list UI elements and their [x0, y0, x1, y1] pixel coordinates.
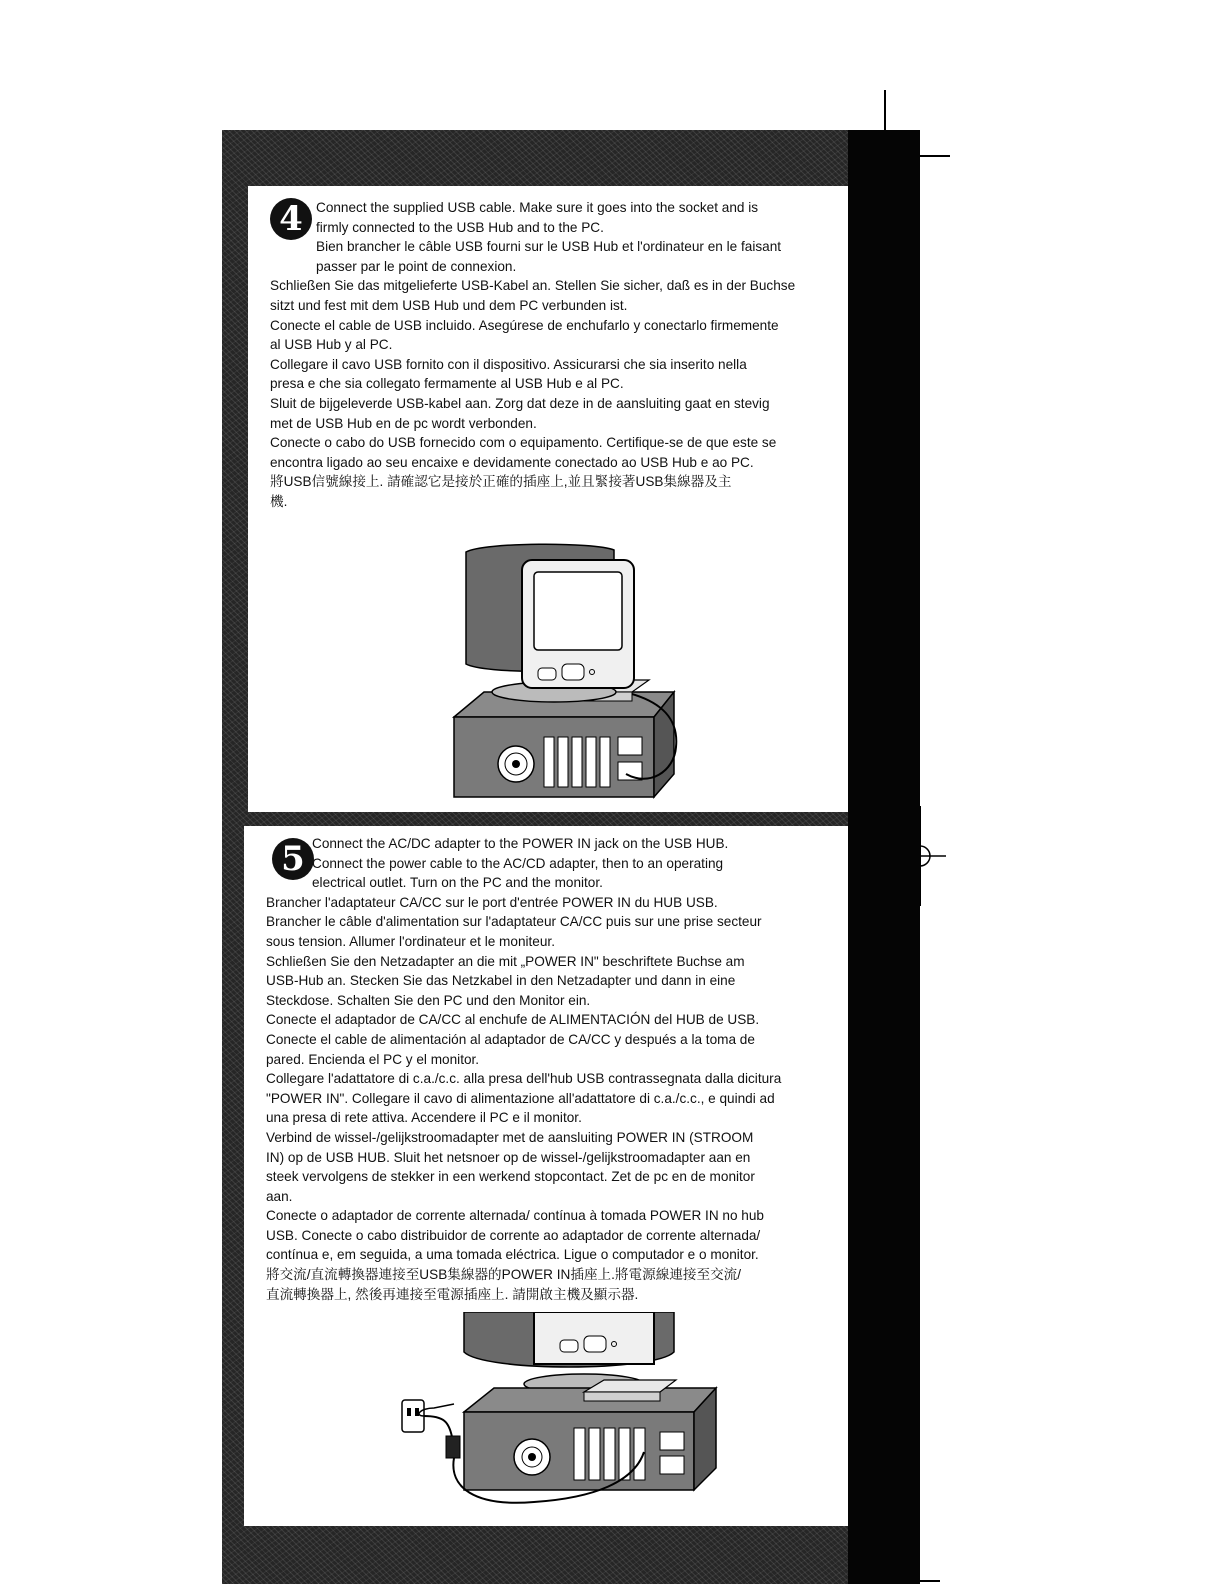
instruction-line: Connect the supplied USB cable. Make sure it goes into the socket and is [316, 200, 759, 215]
instruction-line: Conecte el cable de USB incluido. Asegúrese de enchufarlo y conectarlo firmemente [270, 317, 779, 333]
step-number-badge: 5 [272, 838, 314, 880]
instruction-line: Conecte o adaptador de corrente alternada/ contínua à tomada POWER IN no hub [266, 1208, 764, 1224]
instruction-line: una presa di rete attiva. Accendere il PC e il monitor. [266, 1110, 582, 1126]
instruction-strip-edge [848, 130, 920, 1584]
instruction-line: sitzt und fest mit dem USB Hub und dem PC verbunden ist. [270, 297, 628, 313]
instruction-line: presa e che sia collegato fermamente al USB Hub e al PC. [270, 376, 624, 392]
monitor-usb-hub-illustration [444, 542, 704, 804]
step-number-badge: 4 [270, 198, 312, 240]
instruction-line: passer par le point de connexion. [316, 258, 517, 274]
instruction-line: Collegare l'adattatore di c.a./c.c. alla presa dell'hub USB contrassegnata dalla dicitura [266, 1071, 782, 1087]
instruction-line: Bien brancher le câble USB fourni sur le USB Hub et l'ordinateur en le faisant [316, 239, 782, 255]
step-5-instructions [266, 834, 844, 1304]
instruction-line: Collegare il cavo USB fornito con il dispositivo. Assicurarsi che sia inserito nella [270, 356, 747, 372]
instruction-line: steek vervolgens de stekker in een werkend stopcontact. Zet de pc en de monitor [266, 1169, 755, 1185]
instruction-line: 將交流/直流轉換器連接至USB集線器的POWER IN插座上.將電源線連接至交流/ [266, 1267, 742, 1283]
instruction-line: al USB Hub y al PC. [270, 337, 393, 353]
instruction-line: firmly connected to the USB Hub and to the PC. [316, 219, 604, 235]
instruction-line: 直流轉換器上, 然後再連接至電源插座上. 請開啟主機及顯示器. [266, 1286, 639, 1302]
instruction-line: Sluit de bijgeleverde USB-kabel aan. Zorg dat deze in de aansluiting gaat en stevig [270, 395, 770, 411]
instruction-line: Schließen Sie das mitgelieferte USB-Kabel an. Stellen Sie sicher, daß es in der Buchse [270, 278, 796, 294]
step-4-panel [248, 186, 848, 812]
instruction-line: 將USB信號線接上. 請確認它是接於正確的插座上,並且緊接著USB集線器及主 [270, 474, 732, 490]
step-4-instructions [270, 198, 842, 512]
instruction-line: IN) op de USB HUB. Sluit het netsnoer op de wissel-/gelijkstroomadapter aan en [266, 1149, 751, 1165]
instruction-line: Brancher l'adaptateur CA/CC sur le port d'entrée POWER IN du HUB USB. [266, 894, 718, 910]
instruction-line: aan. [266, 1188, 293, 1204]
step-5-panel [244, 826, 848, 1526]
instruction-line: Connect the power cable to the AC/CD adapter, then to an operating [312, 855, 724, 871]
instruction-line: electrical outlet. Turn on the PC and the monitor. [312, 875, 603, 891]
instruction-line: encontra ligado ao seu encaixe e devidamente conectado ao USB Hub e ao PC. [270, 454, 754, 470]
crop-mark-top-horizontal [920, 155, 950, 157]
instruction-line: sous tension. Allumer l'ordinateur et le moniteur. [266, 933, 555, 949]
instruction-line: USB-Hub an. Stecken Sie das Netzkabel in den Netzadapter und dann in eine [266, 973, 736, 989]
instruction-line: 機. [270, 493, 288, 509]
instruction-line: met de USB Hub en de pc wordt verbonden. [270, 415, 537, 431]
instruction-line: "POWER IN". Collegare il cavo di alimentazione all'adattatore di c.a./c.c., e quindi ad [266, 1090, 775, 1106]
instruction-line: Brancher le câble d'alimentation sur l'adaptateur CA/CC puis sur une prise secteur [266, 914, 762, 930]
instruction-line: Conecte el adaptador de CA/CC al enchufe de ALIMENTACIÓN del HUB de USB. [266, 1012, 760, 1028]
instruction-line: Schließen Sie den Netzadapter an die mit „POWER IN" beschriftete Buchse am [266, 953, 745, 969]
instruction-line: Steckdose. Schalten Sie den PC und den Monitor ein. [266, 992, 591, 1008]
instruction-line: Verbind de wissel-/gelijkstroomadapter met de aansluiting POWER IN (STROOM [266, 1129, 754, 1145]
instruction-line: Conecte el cable de alimentación al adaptador de CA/CC y después a la toma de [266, 1031, 755, 1047]
instruction-line: pared. Encienda el PC y el monitor. [266, 1051, 480, 1067]
power-adapter-illustration [394, 1312, 724, 1532]
instruction-line: contínua e, em seguida, a uma tomada eléctrica. Ligue o computador e o monitor. [266, 1247, 759, 1263]
instruction-line: USB. Conecte o cabo distribuidor de corrente ao adaptador de corrente alternada/ [266, 1227, 761, 1243]
instruction-line: Connect the AC/DC adapter to the POWER IN jack on the USB HUB. [312, 836, 729, 851]
instruction-line: Conecte o cabo do USB fornecido com o equipamento. Certifique-se de que este se [270, 435, 777, 451]
crop-mark-top-vertical [884, 90, 886, 130]
